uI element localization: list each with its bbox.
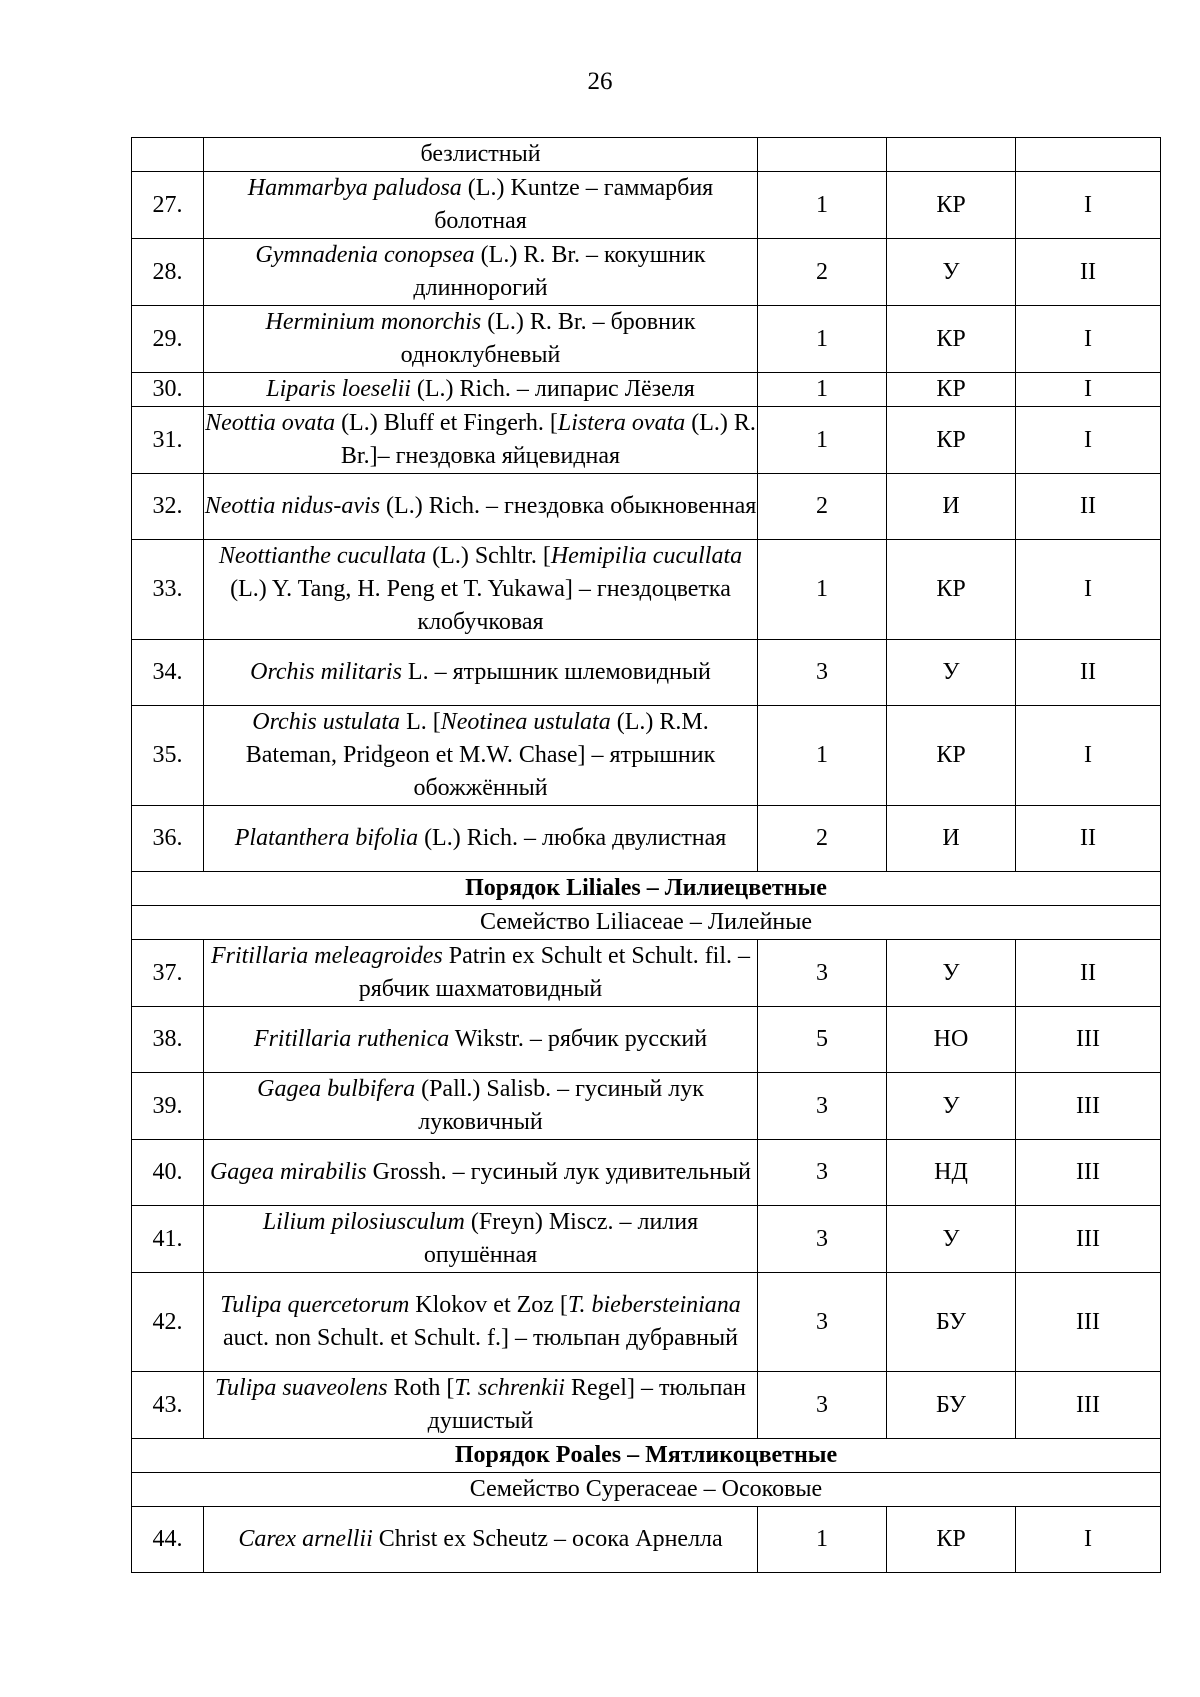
species-row [132,1073,1161,1140]
name-text-part: Grossh. – гусиный лук удивительный [366,1159,752,1185]
species-row [132,474,1161,540]
category-value: 3 [758,1140,887,1206]
category-value: 1 [758,407,887,474]
status-value: КР [887,172,1016,239]
row-number: 29. [132,306,204,373]
species-row [132,1140,1161,1206]
priority-value: I [1016,373,1161,407]
category-value: 3 [758,1372,887,1439]
name-text-part: (L.) R. Br. – кокушник длиннорогий [413,242,706,301]
species-row [132,1206,1161,1273]
species-name [204,1507,758,1573]
species-row [132,1507,1161,1573]
latin-name-part: Neottia nidus-avis [204,493,381,519]
species-name [204,540,758,640]
row-number: 33. [132,540,204,640]
latin-name-part: Platanthera bifolia [234,825,419,851]
species-row [132,1372,1161,1439]
latin-name-part: Tulipa suaveolens [214,1375,388,1401]
status-value: У [887,1206,1016,1273]
priority-value: I [1016,706,1161,806]
priority-value: III [1016,1206,1161,1273]
page-number: 26 [587,68,613,95]
row-number: 40. [132,1140,204,1206]
species-name [204,806,758,872]
priority-value: III [1016,1073,1161,1140]
latin-name-part: Hemipilia cucullata [550,543,743,569]
latin-name-part: T. biebersteiniana [567,1292,741,1318]
name-text-part: (L.) Rich. – гнездовка обыкновенная [380,493,757,519]
species-name [204,940,758,1007]
species-name [204,1140,758,1206]
latin-name-part: Fritillaria ruthenica [253,1026,450,1052]
status-value: БУ [887,1372,1016,1439]
name-text-part: (Pall.) Salisb. – гусиный лук луковичный [415,1076,704,1135]
category-value: 3 [758,640,887,706]
latin-name-part: Listera ovata [557,410,686,436]
species-row [132,806,1161,872]
family-heading: Семейство Cyperaceae – Осоковые [132,1473,1161,1507]
priority-value: III [1016,1140,1161,1206]
name-text-part: Patrin ex Schult et Schult. fil. – рябчик шахматовидный [358,943,751,1002]
latin-name-part: Fritillaria meleagroides [210,943,443,969]
priority-value: III [1016,1273,1161,1372]
name-text-part: Klokov et Zoz [ [409,1292,568,1318]
row-number: 28. [132,239,204,306]
name-text-part: L. – ятрышник шлемовидный [401,659,711,685]
priority-value: II [1016,640,1161,706]
priority-value: I [1016,172,1161,239]
name-text-part: Christ ex Scheutz – осока Арнелла [372,1526,723,1552]
name-text-part: (L.) R. Br. – бровник одноклубневый [400,309,696,368]
category-value: 1 [758,1507,887,1573]
species-row [132,1007,1161,1073]
family-heading-row [132,1473,1161,1507]
species-row [132,306,1161,373]
name-text-part: (L.) R.M. Bateman, Pridgeon et M.W. Chase] – ятрышник обожжённый [245,709,716,801]
category-value: 1 [758,540,887,640]
name-text-part: Regel] – тюльпан душистый [427,1375,747,1434]
status-value: НО [887,1007,1016,1073]
species-name [204,1273,758,1372]
row-number: 44. [132,1507,204,1573]
species-name [204,1206,758,1273]
species-name [204,1073,758,1140]
row-number: 35. [132,706,204,806]
status-value: БУ [887,1273,1016,1372]
row-number: 39. [132,1073,204,1140]
priority-value: I [1016,407,1161,474]
status-value: У [887,239,1016,306]
category-value: 3 [758,1273,887,1372]
species-name [204,306,758,373]
status-value: У [887,640,1016,706]
row-number: 31. [132,407,204,474]
status-value: КР [887,407,1016,474]
species-table [131,137,1161,1573]
priority-value: II [1016,940,1161,1007]
species-row [132,239,1161,306]
priority-value: I [1016,306,1161,373]
latin-name-part: Liparis loeselii [266,376,411,402]
latin-name-part: Gymnadenia conopsea [255,242,475,268]
category-value: 3 [758,1206,887,1273]
name-text-part: безлистный [420,141,541,167]
status-value: КР [887,540,1016,640]
category-value: 1 [758,172,887,239]
row-number: 30. [132,373,204,407]
row-number: 42. [132,1273,204,1372]
order-heading-row [132,872,1161,906]
species-name [204,172,758,239]
name-text-part: (L.) Rich. – любка двулистная [418,825,727,851]
category-value: 2 [758,474,887,540]
species-name [204,373,758,407]
priority-value: I [1016,540,1161,640]
priority-value [1016,138,1161,172]
latin-name-part: Neottia ovata [205,410,336,436]
status-value: КР [887,373,1016,407]
species-name [204,640,758,706]
name-text-part: (L.) R. Br.]– гнездовка яйцевидная [340,410,756,469]
species-name [204,1372,758,1439]
latin-name-part: Tulipa quercetorum [220,1292,410,1318]
family-heading: Семейство Liliaceae – Лилейные [132,906,1161,940]
name-text-part: L. [ [400,709,441,735]
status-value: КР [887,706,1016,806]
status-value: КР [887,1507,1016,1573]
species-name [204,239,758,306]
species-row [132,138,1161,172]
category-value: 2 [758,806,887,872]
category-value: 1 [758,706,887,806]
species-name [204,138,758,172]
name-text-part: (Freyn) Miscz. – лилия опушённая [423,1209,699,1268]
priority-value: III [1016,1372,1161,1439]
species-row [132,1273,1161,1372]
name-text-part: Wikstr. – рябчик русский [449,1026,708,1052]
species-row [132,706,1161,806]
order-heading: Порядок Liliales – Лилиецветные [132,872,1161,906]
row-number: 32. [132,474,204,540]
order-heading-row [132,1439,1161,1473]
category-value [758,138,887,172]
order-heading: Порядок Poales – Мятликоцветные [132,1439,1161,1473]
row-number: 41. [132,1206,204,1273]
status-value: И [887,806,1016,872]
latin-name-part: Orchis ustulata [252,709,401,735]
latin-name-part: Neottianthe cucullata [218,543,427,569]
latin-name-part: Carex arnellii [238,1526,373,1552]
species-name [204,706,758,806]
name-text-part: Roth [ [387,1375,455,1401]
category-value: 1 [758,373,887,407]
priority-value: II [1016,239,1161,306]
category-value: 1 [758,306,887,373]
status-value: И [887,474,1016,540]
latin-name-part: T. schrenkii [454,1375,565,1401]
name-text-part: (L.) Rich. – липарис Лёзеля [410,376,695,402]
latin-name-part: Gagea bulbifera [257,1076,416,1102]
species-row [132,940,1161,1007]
status-value: НД [887,1140,1016,1206]
species-name [204,474,758,540]
row-number: 43. [132,1372,204,1439]
category-value: 3 [758,1073,887,1140]
status-value: КР [887,306,1016,373]
row-number: 38. [132,1007,204,1073]
row-number: 27. [132,172,204,239]
priority-value: I [1016,1507,1161,1573]
row-number: 37. [132,940,204,1007]
species-row [132,373,1161,407]
latin-name-part: Lilium pilosiusculum [262,1209,465,1235]
row-number: 34. [132,640,204,706]
species-row [132,640,1161,706]
name-text-part: (L.) Y. Tang, H. Peng et T. Yukawa] – гнездоцветка клобучковая [230,576,731,635]
name-text-part: (L.) Bluff et Fingerh. [ [335,410,558,436]
name-text-part: (L.) Schltr. [ [426,543,551,569]
status-value [887,138,1016,172]
species-row [132,172,1161,239]
latin-name-part: Hammarbya paludosa [247,175,462,201]
species-name [204,1007,758,1073]
latin-name-part: Herminium monorchis [265,309,482,335]
category-value: 2 [758,239,887,306]
name-text-part: auct. non Schult. et Schult. f.] – тюльпан дубравный [223,1325,738,1351]
species-row [132,540,1161,640]
row-number: 36. [132,806,204,872]
family-heading-row [132,906,1161,940]
latin-name-part: Orchis militaris [250,659,402,685]
category-value: 5 [758,1007,887,1073]
row-number [132,138,204,172]
latin-name-part: Neotinea ustulata [440,709,611,735]
name-text-part: (L.) Kuntze – гаммарбия болотная [434,175,714,234]
status-value: У [887,940,1016,1007]
priority-value: III [1016,1007,1161,1073]
species-row [132,407,1161,474]
latin-name-part: Gagea mirabilis [209,1159,367,1185]
category-value: 3 [758,940,887,1007]
priority-value: II [1016,474,1161,540]
status-value: У [887,1073,1016,1140]
priority-value: II [1016,806,1161,872]
species-name [204,407,758,474]
